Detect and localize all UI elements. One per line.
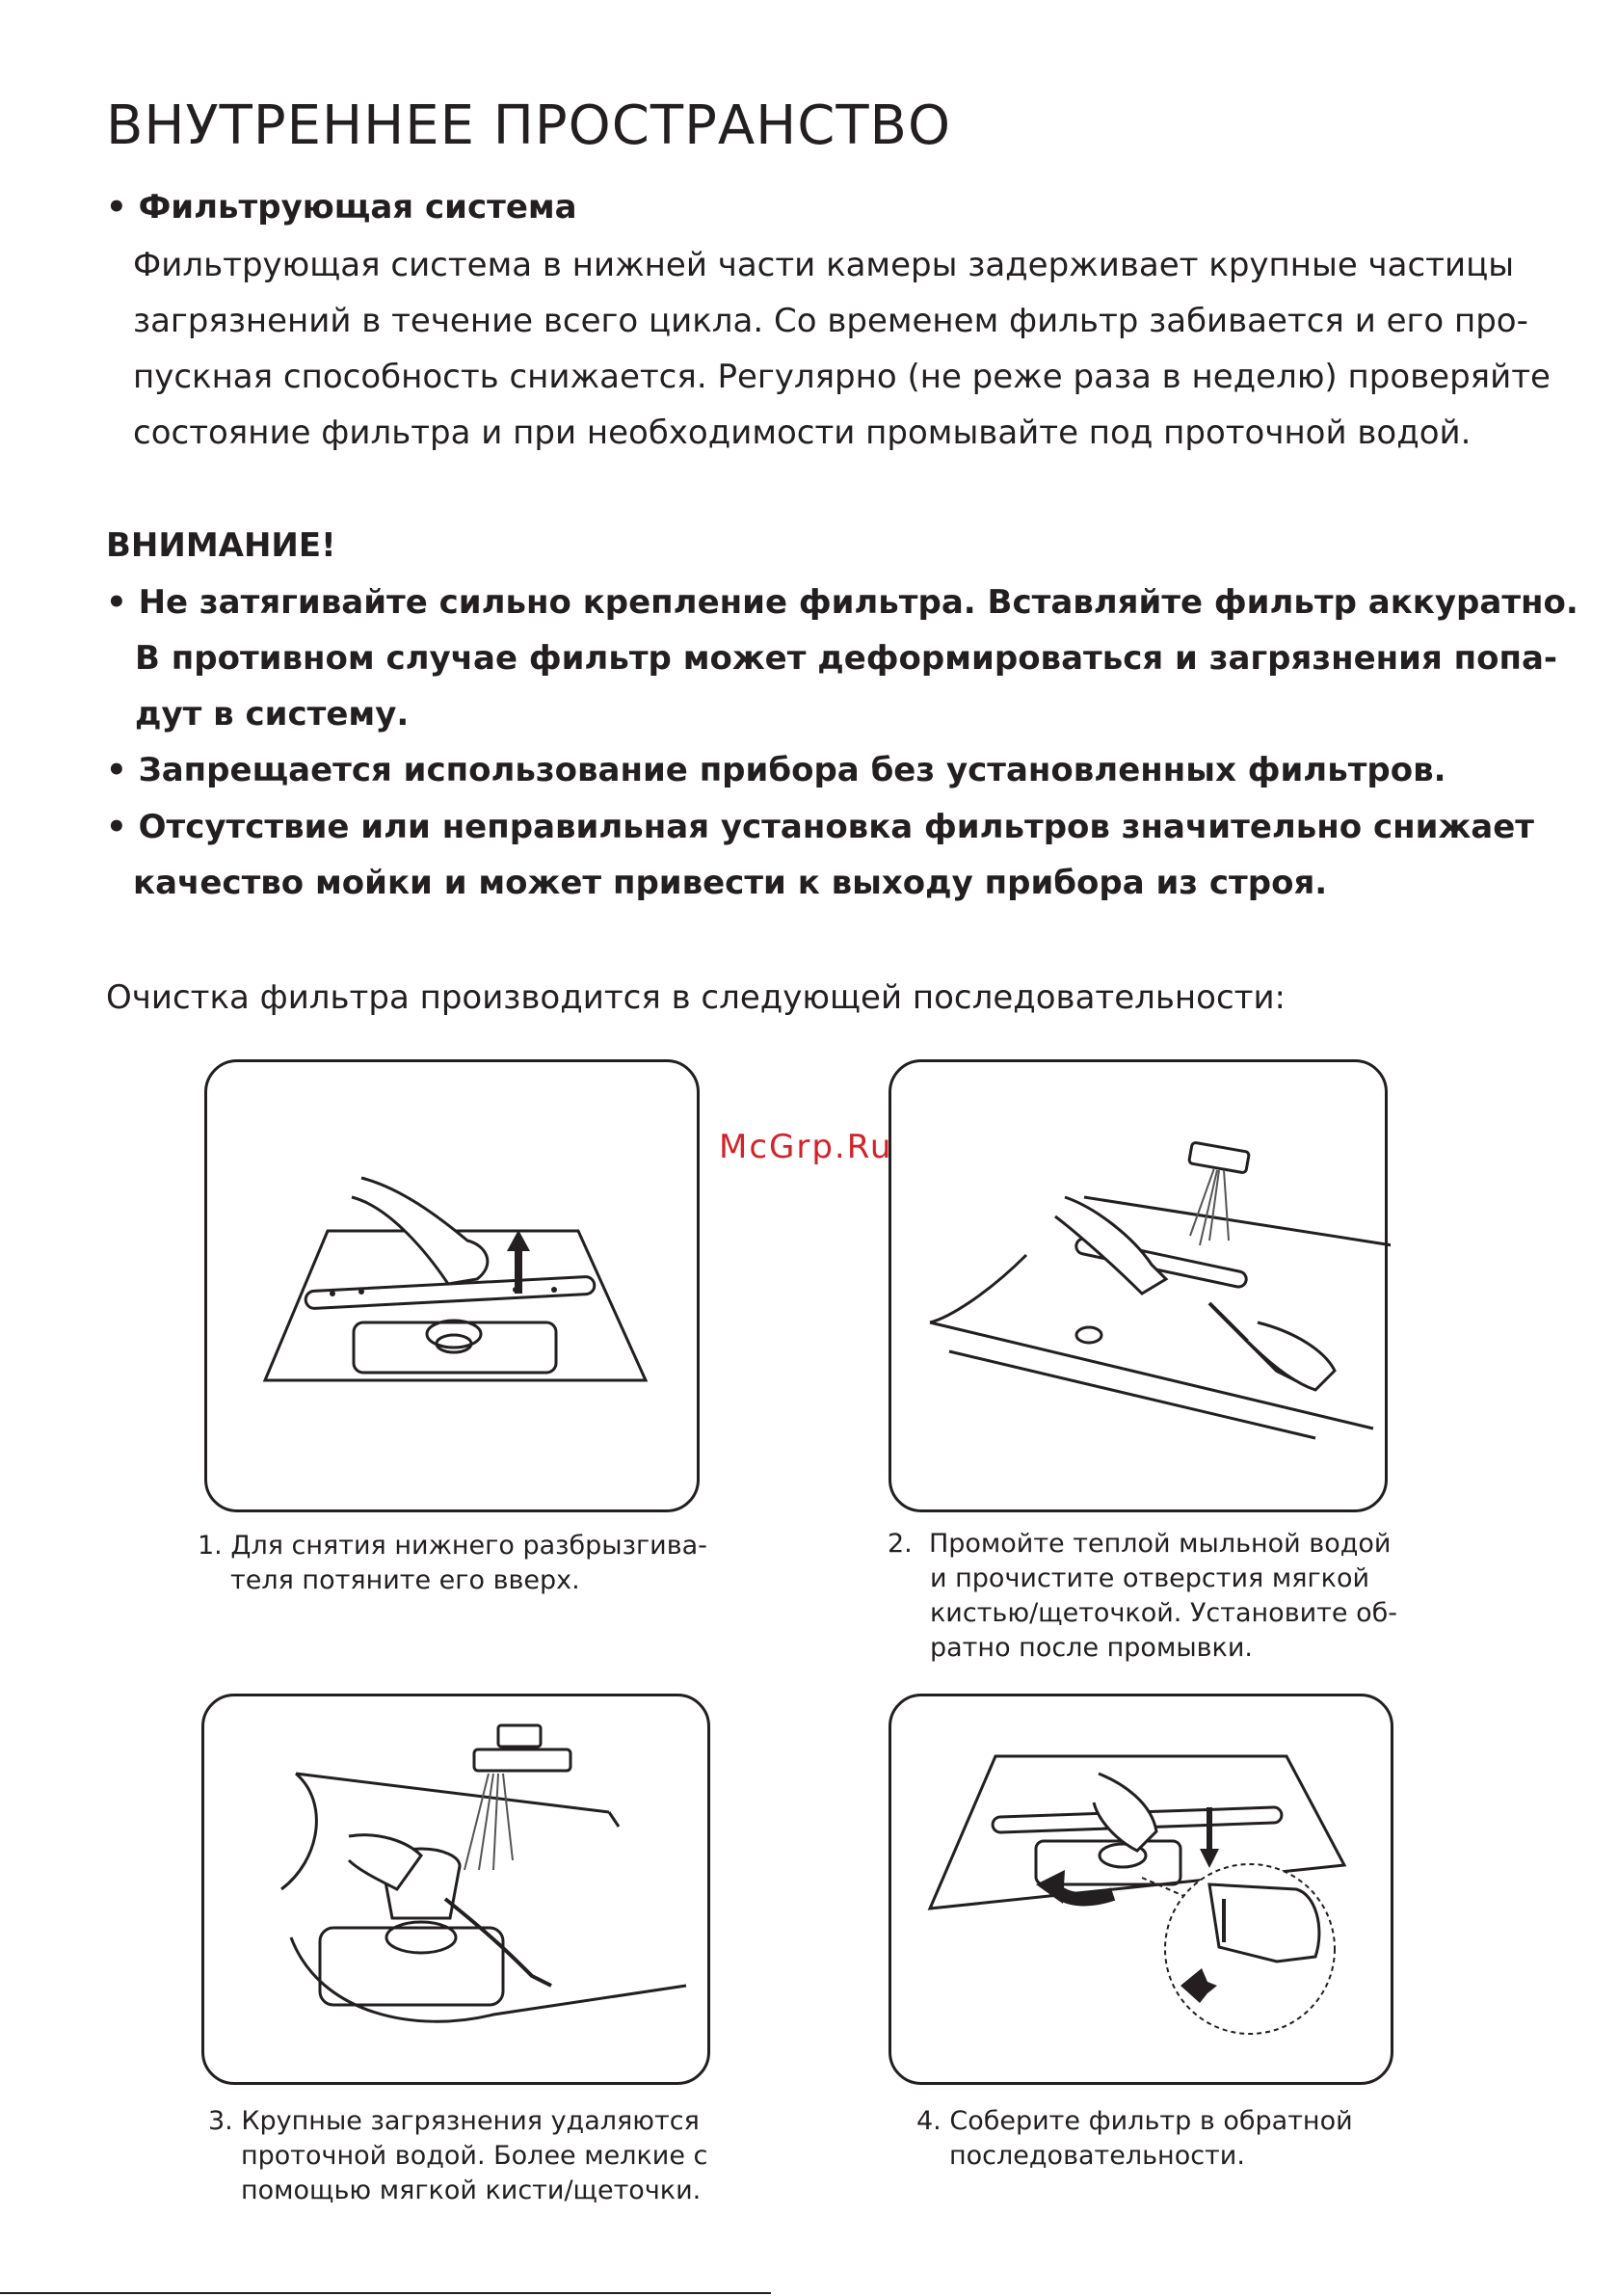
reassemble-filter-drawing [891, 1696, 1396, 2088]
filter-line: пускная способность снижается. Регулярно (не реже раза в неделю) проверяйте [133, 358, 1551, 396]
caption-line: теля потяните его вверх. [230, 1565, 580, 1595]
filter-line: загрязнений в течение всего цикла. Со временем фильтр забивается и его про- [133, 302, 1528, 340]
warning-line: дут в систему. [135, 695, 410, 734]
filter-description [133, 237, 1551, 461]
caption-line: помощью мягкой кисти/щеточки. [241, 2176, 702, 2205]
illustration-step-2 [889, 1059, 1388, 1512]
bullet: • [106, 583, 127, 622]
caption-line: Крупные загрязнения удаляются [241, 2106, 700, 2136]
warning-item-3 [106, 799, 1534, 911]
rinse-filter-drawing [204, 1696, 713, 2088]
bullet: • [106, 808, 127, 846]
illustration-step-4 [889, 1694, 1393, 2085]
warning-line: Не затягивайте сильно крепление фильтра. Вставляйте фильтр аккуратно. [138, 583, 1578, 622]
step-2-caption [888, 1527, 1397, 1666]
warning-item-2 [106, 742, 1446, 798]
caption-line: кистью/щеточкой. Установите об- [930, 1598, 1397, 1628]
warning-line: В противном случае фильтр может деформироваться и загрязнения попа- [135, 639, 1558, 678]
watermark: McGrp.Ru [719, 1128, 893, 1166]
caption-line: последовательности. [949, 2141, 1245, 2171]
page-title: ВНУТРЕННЕЕ ПРОСТРАНСТВО [106, 94, 952, 157]
caption-line: ратно после промывки. [930, 1633, 1253, 1663]
step-number: 2. [888, 1529, 913, 1559]
illustration-step-3 [201, 1694, 710, 2085]
rinse-spray-arm-drawing [891, 1062, 1391, 1515]
step-3-caption [208, 2104, 707, 2208]
bottom-divider [0, 2292, 771, 2294]
remove-spray-arm-drawing [207, 1062, 703, 1515]
filter-section-heading [106, 179, 577, 235]
step-4-caption [916, 2104, 1353, 2174]
filter-line: Фильтрующая система в нижней части камеры задерживает крупные частицы [133, 246, 1515, 284]
warning-line: Отсутствие или неправильная установка фильтров значительно снижает [138, 808, 1534, 846]
warning-item-1 [106, 574, 1578, 742]
caption-line: и прочистите отверстия мягкой [930, 1563, 1370, 1593]
procedure-intro: Очистка фильтра производится в следующей последовательности: [106, 978, 1286, 1017]
bullet: • [106, 188, 127, 227]
filter-heading-text: Фильтрующая система [138, 188, 577, 227]
caption-line: Соберите фильтр в обратной [949, 2106, 1353, 2136]
warning-heading: ВНИМАНИЕ! [106, 526, 336, 565]
bullet: • [106, 751, 127, 789]
caption-line: Для снятия нижнего разбрызгива- [230, 1531, 707, 1561]
step-1-caption [198, 1529, 707, 1598]
step-number: 3. [208, 2106, 233, 2136]
step-number: 4. [916, 2106, 942, 2136]
step-number: 1. [198, 1531, 223, 1561]
warning-line: качество мойки и может привести к выходу прибора из строя. [133, 864, 1328, 902]
warning-line: Запрещается использование прибора без установленных фильтров. [138, 751, 1446, 789]
caption-line: Промойте теплой мыльной водой [928, 1529, 1392, 1559]
illustration-step-1 [204, 1059, 700, 1512]
filter-line: состояние фильтра и при необходимости промывайте под проточной водой. [133, 414, 1472, 452]
caption-line: проточной водой. Более мелкие с [241, 2141, 708, 2171]
